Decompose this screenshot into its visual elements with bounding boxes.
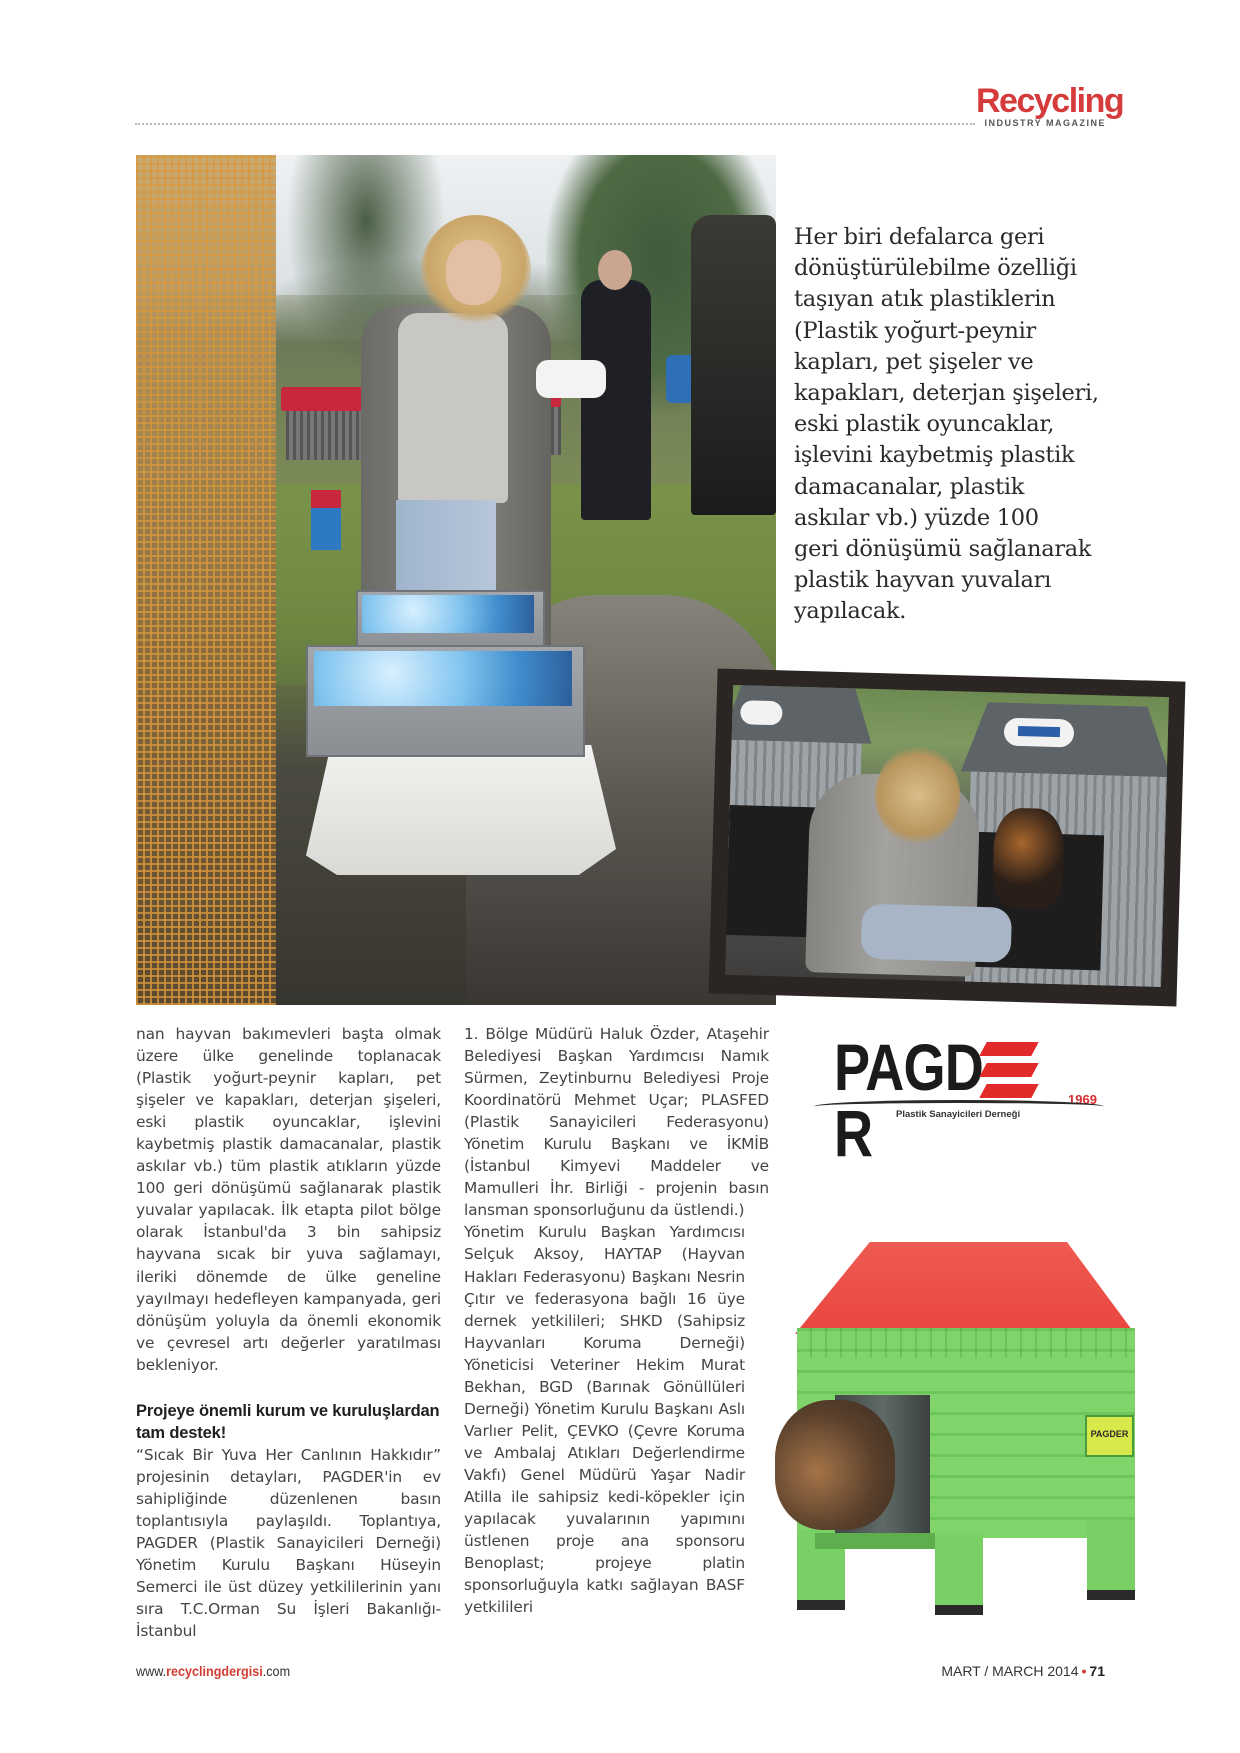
kennel-product-photo <box>775 1230 1135 1640</box>
photo-dog <box>992 807 1065 909</box>
logo-subtitle <box>976 118 1106 128</box>
article-column-1 <box>136 1023 441 1642</box>
logo-wordmark: Recycling <box>976 82 1124 120</box>
photo-table-cloth <box>306 745 616 875</box>
footer-page-number: 71 <box>1089 1663 1105 1679</box>
pull-quote-line: askılar vb.) yüzde 100 <box>794 504 1039 531</box>
dog-kennel-photo-frame <box>709 669 1186 1007</box>
logo-bar <box>979 1084 1038 1098</box>
kennel-badge: PAGDER <box>1085 1415 1134 1457</box>
kennel-dog <box>775 1400 895 1530</box>
header-dotted-rule <box>135 123 975 125</box>
photo-man-head <box>598 250 632 290</box>
pagder-logo <box>806 1030 1106 1170</box>
pull-quote-line: dönüştürülebilme özelliği <box>794 255 1077 282</box>
logo-subtitle-industry: INDUSTRY <box>984 118 1042 128</box>
pull-quote <box>794 222 1114 628</box>
dog-kennel-photo <box>725 685 1169 987</box>
pagder-logo-letter-r: R <box>834 1096 873 1170</box>
photo-cameraman <box>691 215 776 515</box>
pull-quote-line: kapları, pet şişeler ve <box>794 348 1034 375</box>
article-subheading: Projeye önemli kurum ve kuruluşlardan tam destek! <box>136 1401 440 1442</box>
pull-quote-line: taşıyan atık plastiklerin <box>794 286 1056 313</box>
article-paragraph: 1. Bölge Müdürü Haluk Özder, Ataşehir Belediyesi Başkan Yardımcısı Namık Sürmen, Zeytinburnu Belediyesi Proje Koordinatörü Mehmet Uçar; PLASFED (Plastik Sanayicileri Federasyonu) Yönetim Kurulu Başkanı ve İKMİB (İstanbul Kimyevi Maddeler ve Mamulleri İhr. Birliği - projenin basın lansman sponsorluğunu da üstlendi.) <box>464 1025 769 1220</box>
pull-quote-line: işlevini kaybetmiş plastik <box>794 442 1075 469</box>
bone-sign-label <box>1018 726 1060 737</box>
pagder-logo-letters: PAGD <box>834 1030 984 1104</box>
photo-woman-shirt <box>398 313 508 503</box>
logo-subtitle-magazine: MAGAZINE <box>1046 118 1106 128</box>
footer-issue <box>920 1663 1105 1679</box>
footer-website[interactable] <box>136 1663 290 1679</box>
photo-bottle <box>536 360 606 398</box>
photo-man-suit <box>581 280 651 520</box>
pull-quote-line: eski plastik oyuncaklar, <box>794 411 1055 438</box>
article-paragraph: “Sıcak Bir Yuva Her Canlının Hakkıdır” projesinin detayları, PAGDER'in ev sahipliğinde düzenlenen basın toplantısıyla paylaşıldı. Toplantıya, PAGDER (Plastik Sanayicileri Derneği) Yönetim Kurulu Başkanı Hüseyin Semerci ile üst düzey yetkililerinin yanı sıra T.C.Orman Su İşleri Bakanlığı-İstanbul <box>136 1445 441 1641</box>
photo-woman-face <box>446 240 501 305</box>
kennel-leg <box>935 1535 983 1615</box>
event-photo <box>136 155 776 1005</box>
photo-crate-plastics <box>314 651 572 706</box>
pull-quote-line: geri dönüşümü sağlanarak <box>794 536 1092 563</box>
article-column-2 <box>464 1023 769 1618</box>
article-paragraph: Yönetim Kurulu Başkan Yardımcısı Selçuk Aksoy, HAYTAP (Hayvan Hakları Federasyonu) Başkanı Nesrin Çıtır ve federasyona bağlı 16 üye dernek yetkilileri; SHKD (Sahipsiz Hayvanları Koruma Derneği) Yöneticisi Veteriner Hekim Murat Bekhan, BGD (Barınak Gönüllüleri Derneği) Yönetim Kurulu Başkanı Aslı Varlıer Pelit, ÇEVKO (Çevre Koruma ve Ambalaj Atıkları Değerlendirme Vakfı) Genel Müdürü Yaşar Nadir Atilla ile sahipsiz kedi-köpekler için yapılacak yuvalarının yapımını üstlenen proje ana sponsoru Benoplast; projeye platin sponsorluğuyla katkı sağlayan BASF yetkilileri <box>464 1223 745 1617</box>
pull-quote-line: kapakları, deterjan şişeleri, <box>794 380 1099 407</box>
footer-issue-date: MART / MARCH 2014 <box>941 1663 1079 1679</box>
footer-url-highlight: recyclingdergisi <box>166 1663 263 1679</box>
footer-bullet-icon: • <box>1081 1663 1087 1679</box>
magazine-logo <box>976 82 1124 128</box>
footer-url-suffix: .com <box>262 1663 291 1679</box>
pull-quote-line: Her biri defalarca geri <box>794 224 1045 250</box>
pull-quote-line: (Plastik yoğurt-peynir <box>794 317 1036 344</box>
pull-quote-line: yapılacak. <box>794 598 907 625</box>
kennel-leg <box>1087 1520 1135 1600</box>
photo-small-kennel <box>311 490 341 550</box>
pull-quote-line: damacanalar, plastik <box>794 473 1025 500</box>
footer-url-prefix: www. <box>136 1663 167 1679</box>
pull-quote-line: plastik hayvan yuvaları <box>794 567 1051 594</box>
pagder-logo-tagline: Plastik Sanayicileri Derneği <box>896 1109 1021 1120</box>
logo-bar <box>979 1042 1038 1056</box>
photo-fence <box>136 155 276 1005</box>
article-paragraph: nan hayvan bakımevleri başta olmak üzere ülke genelinde toplanacak (Plastik yoğurt-peynir kapları, pet şişeler ve kapakları, deterjan şişeleri, eski plastik oyuncaklar, işlevini kaybetmiş plastik damacanalar, plastik askılar vb.) tüm plastik atıkların yüzde 100 geri dönüşümü sağlanarak plastik yuvalar yapılacak. İlk etapta pilot bölge olarak İstanbul'da 3 bin sahipsiz hayvana sıcak bir yuva sağlamayı, ileriki dönemde de ülke geneline yayılmayı hedefleyen kampanyada, geri dönüşüm yoluyla da önemli ekonomik ve çevresel artı değerler yaratılması bekleniyor. <box>136 1025 441 1374</box>
kennel-floor <box>815 1533 935 1549</box>
photo-crate-plastics <box>362 595 534 633</box>
kennel-roof <box>795 1242 1135 1334</box>
logo-bar <box>979 1063 1038 1077</box>
pagder-logo-e-bars-icon <box>983 1042 1035 1097</box>
photo-woman-jeans <box>861 904 1012 963</box>
pagder-logo-year: 1969 <box>1068 1092 1097 1107</box>
bone-sign-icon <box>740 700 783 725</box>
